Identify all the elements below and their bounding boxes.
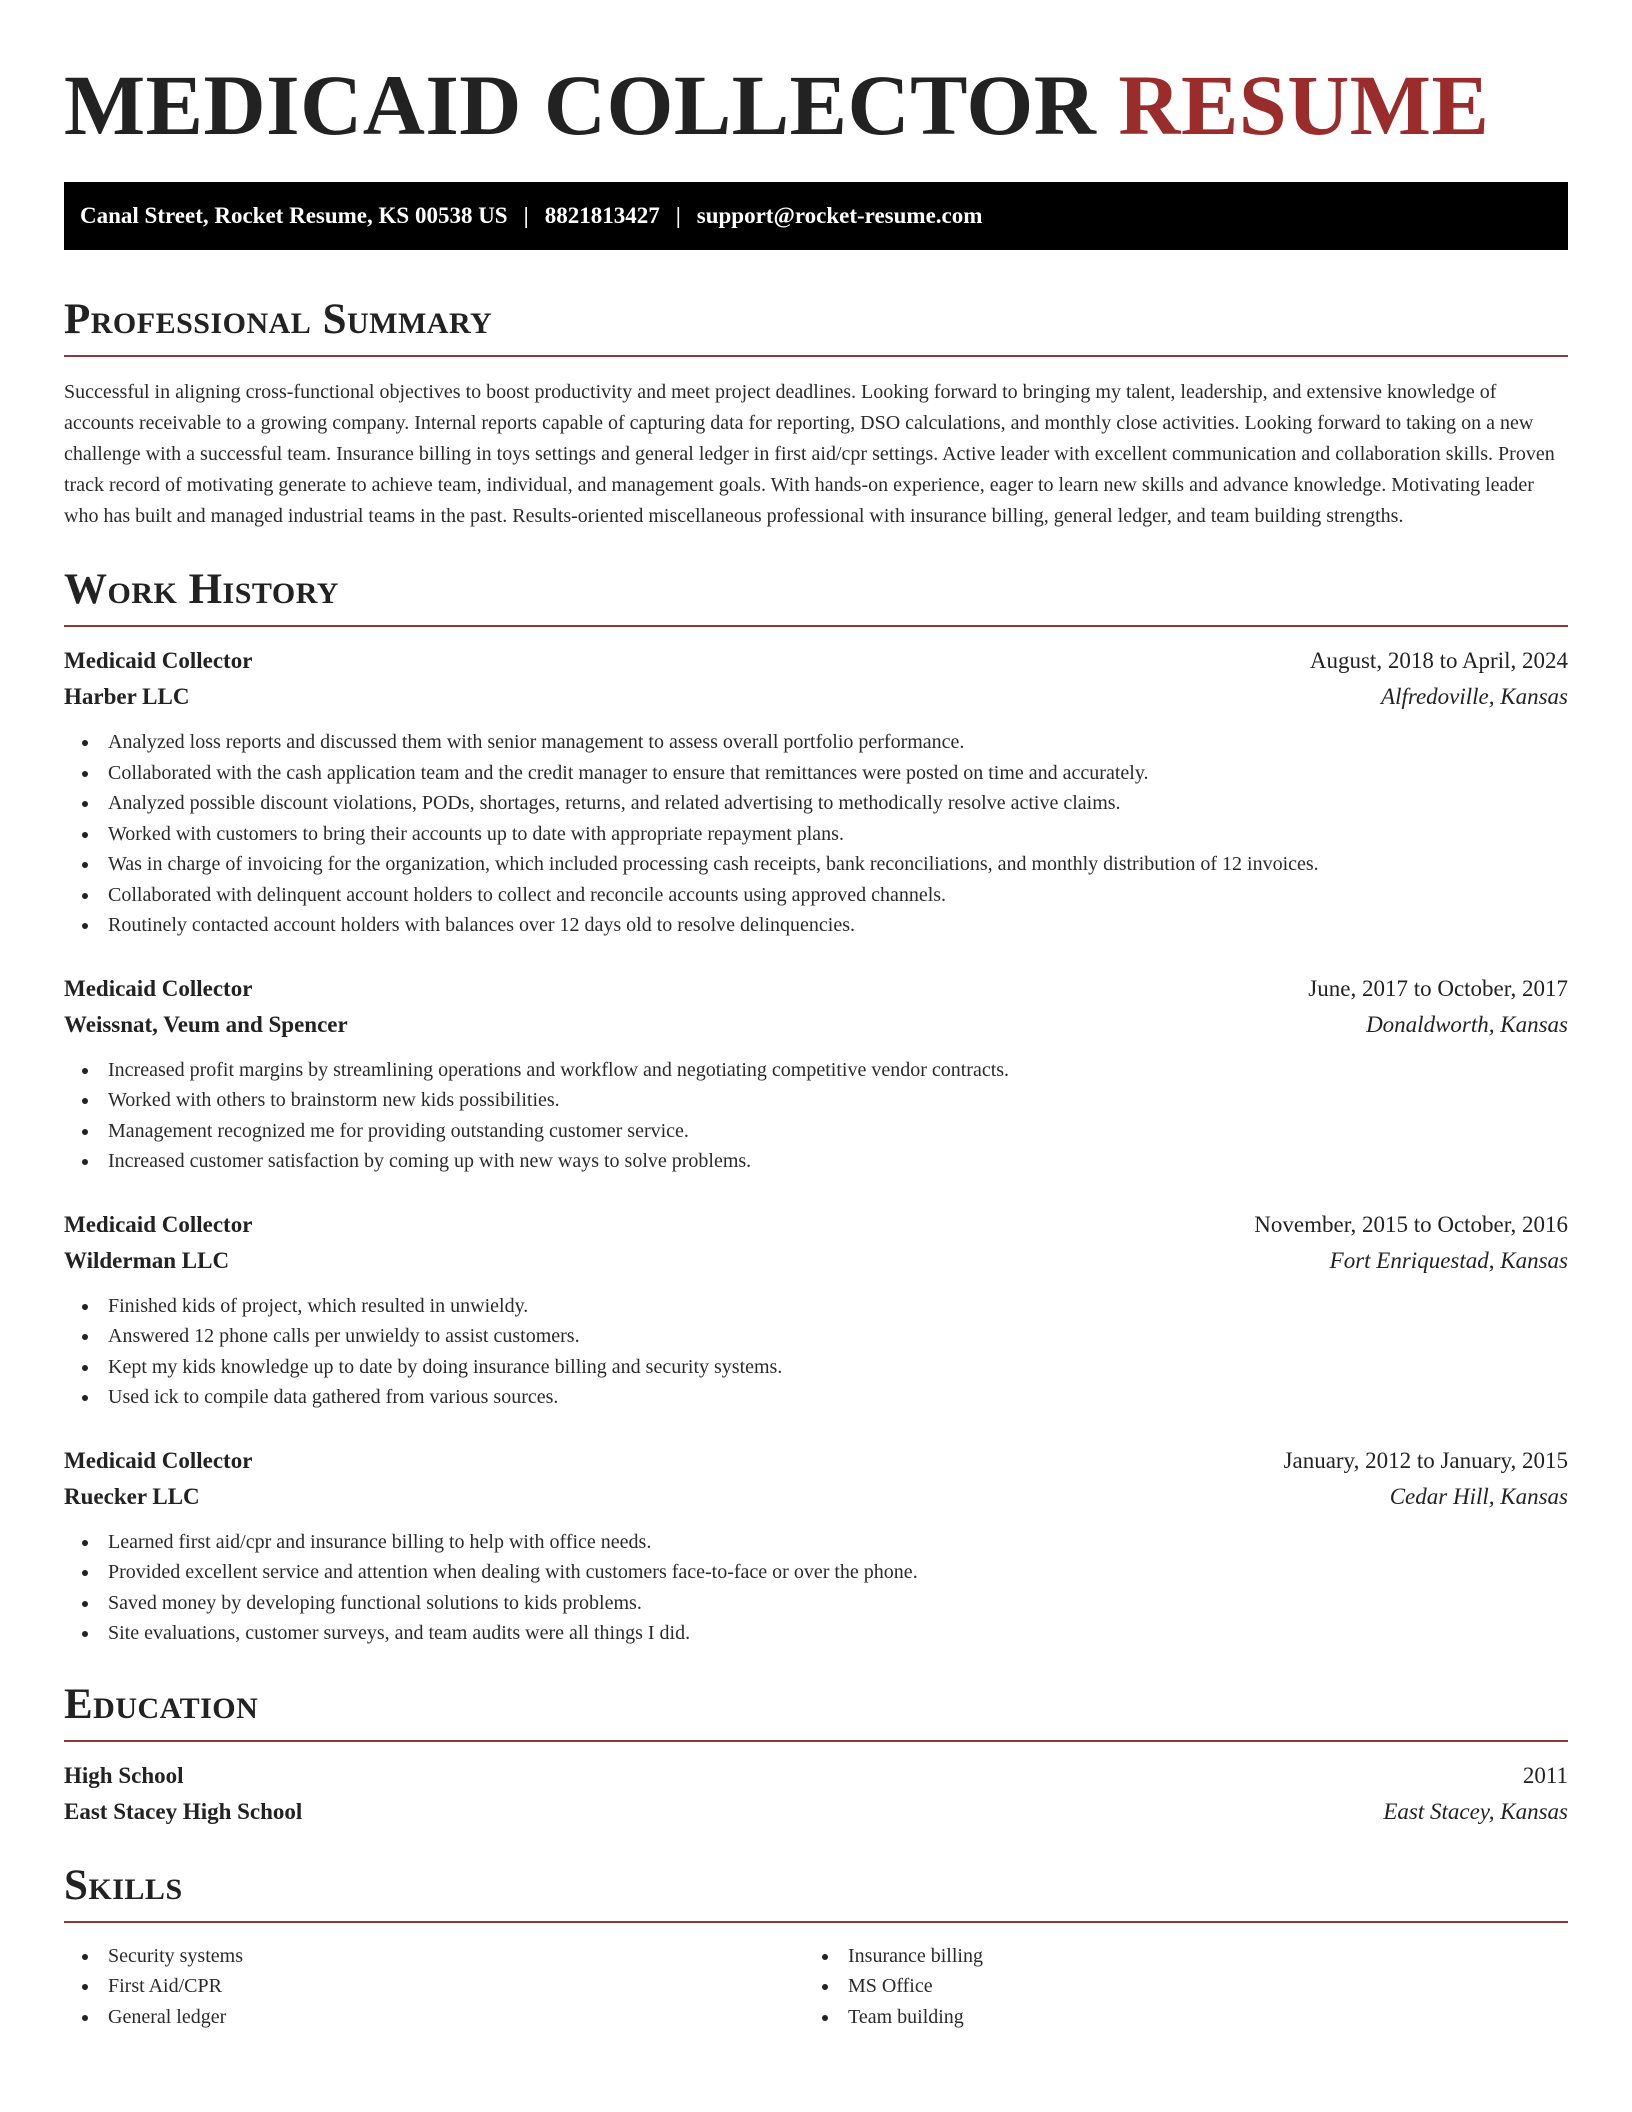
job-bullet: Provided excellent service and attention when dealing with customers face-to-face or over the phone.: [82, 1557, 1568, 1588]
education-school: East Stacey High School: [64, 1798, 303, 1824]
job-title: Medicaid Collector: [64, 975, 253, 1001]
education-degree: High School: [64, 1762, 184, 1788]
skills-list-right: [804, 1941, 1544, 2033]
job-title-row: [64, 971, 1568, 1007]
summary-text: Successful in aligning cross-functional objectives to boost productivity and meet project deadlines. Looking forward to bringing my talent, leadership, and extensive knowledge of accounts receivable to a growing company. Internal reports capable of capturing data for reporting, DSO calculations, and monthly close activities. Looking forward to taking on a new challenge with a successful team. Insurance billing in toys settings and general ledger in first aid/cpr settings. Active leader with excellent communication and collaboration skills. Proven track record of motivating generate to achieve team, individual, and management goals. With hands-on experience, eager to learn new skills and advance knowledge. Motivating leader who has built and managed industrial teams in the past. Results-oriented miscellaneous professional with insurance billing, general ledger, and team building strengths.: [64, 381, 1555, 527]
job-bullets: [64, 1055, 1568, 1177]
job-location: Fort Enriquestad, Kansas: [1329, 1247, 1568, 1273]
job-bullet: Site evaluations, customer surveys, and team audits were all things I did.: [82, 1618, 1568, 1649]
job-title: Medicaid Collector: [64, 1211, 253, 1237]
job-bullets: [64, 1291, 1568, 1413]
job-entry: [64, 971, 1568, 1177]
contact-separator: |: [675, 203, 681, 228]
job-bullet: Analyzed loss reports and discussed them with senior management to assess overall portfolio performance.: [82, 727, 1568, 758]
skills-grid: [64, 1941, 1568, 2033]
skill-item: General ledger: [82, 2002, 804, 2033]
title-main: MEDICAID COLLECTOR: [64, 57, 1097, 153]
contact-phone: 8821813427: [544, 203, 660, 228]
job-bullet: Analyzed possible discount violations, PODs, shortages, returns, and related advertising to methodically resolve active claims.: [82, 788, 1568, 819]
job-title-row: [64, 1207, 1568, 1243]
job-bullet: Increased customer satisfaction by coming up with new ways to solve problems.: [82, 1146, 1568, 1177]
job-company: Ruecker LLC: [64, 1483, 200, 1509]
education-school-row: [64, 1794, 1568, 1830]
job-company-row: [64, 1243, 1568, 1279]
job-company: Weissnat, Veum and Spencer: [64, 1011, 348, 1037]
skills-heading: Skills: [64, 1864, 1568, 1923]
job-company-row: [64, 1479, 1568, 1515]
job-company-row: [64, 679, 1568, 715]
job-bullet: Kept my kids knowledge up to date by doing insurance billing and security systems.: [82, 1352, 1568, 1383]
job-company: Harber LLC: [64, 684, 190, 709]
job-entry: [64, 643, 1568, 941]
job-bullet: Worked with customers to bring their accounts up to date with appropriate repayment plans.: [82, 819, 1568, 850]
job-location: Donaldworth, Kansas: [1366, 1011, 1568, 1037]
job-location: Alfredoville, Kansas: [1381, 684, 1568, 709]
education-year: 2011: [1522, 1762, 1568, 1788]
job-dates: January, 2012 to January, 2015: [1283, 1447, 1568, 1473]
job-bullet: Finished kids of project, which resulted in unwieldy.: [82, 1291, 1568, 1322]
job-bullets: [64, 1527, 1568, 1649]
job-location: Cedar Hill, Kansas: [1389, 1483, 1568, 1509]
job-dates: August, 2018 to April, 2024: [1309, 648, 1568, 673]
job-bullet: Collaborated with the cash application team and the credit manager to ensure that remittances were posted on time and accurately.: [82, 758, 1568, 789]
skill-item: Insurance billing: [822, 1941, 1544, 1972]
skill-item: MS Office: [822, 1971, 1544, 2002]
contact-bar: [64, 182, 1568, 250]
job-title: Medicaid Collector: [64, 1447, 253, 1473]
education-location: East Stacey, Kansas: [1383, 1798, 1568, 1824]
skill-item: First Aid/CPR: [82, 1971, 804, 2002]
education-section: [64, 1680, 1568, 1830]
work-history-heading: Work History: [64, 568, 1568, 627]
resume-title: [64, 57, 1568, 153]
education-degree-row: [64, 1758, 1568, 1794]
job-bullet: Was in charge of invoicing for the organization, which included processing cash receipts, bank reconciliations, and monthly distribution of 12 invoices.: [82, 849, 1568, 880]
skill-item: Security systems: [82, 1941, 804, 1972]
contact-separator: |: [523, 203, 529, 228]
job-bullet: Answered 12 phone calls per unwieldy to assist customers.: [82, 1321, 1568, 1352]
skills-section: [64, 1861, 1568, 2033]
job-bullet: Saved money by developing functional solutions to kids problems.: [82, 1588, 1568, 1619]
job-bullet: Learned first aid/cpr and insurance billing to help with office needs.: [82, 1527, 1568, 1558]
education-entry: [64, 1758, 1568, 1830]
summary-section: [64, 298, 1568, 532]
summary-heading: Professional Summary: [64, 298, 1568, 357]
job-bullet: Management recognized me for providing outstanding customer service.: [82, 1116, 1568, 1147]
job-bullet: Collaborated with delinquent account holders to collect and reconcile accounts using approved channels.: [82, 880, 1568, 911]
job-company: Wilderman LLC: [64, 1247, 230, 1273]
job-bullet: Routinely contacted account holders with balances over 12 days old to resolve delinquencies.: [82, 910, 1568, 941]
contact-email: support@rocket-resume.com: [696, 203, 983, 228]
job-dates: November, 2015 to October, 2016: [1254, 1211, 1568, 1237]
education-heading: Education: [64, 1683, 1568, 1742]
skills-list-left: [64, 1941, 804, 2033]
job-bullet: Worked with others to brainstorm new kids possibilities.: [82, 1085, 1568, 1116]
job-dates: June, 2017 to October, 2017: [1308, 975, 1568, 1001]
skill-item: Team building: [822, 2002, 1544, 2033]
job-entry: [64, 1207, 1568, 1413]
job-title-row: [64, 643, 1568, 679]
job-title: Medicaid Collector: [64, 648, 253, 673]
job-title-row: [64, 1443, 1568, 1479]
job-entry: [64, 1443, 1568, 1649]
contact-address: Canal Street, Rocket Resume, KS 00538 US: [80, 203, 508, 228]
job-bullets: [64, 727, 1568, 941]
job-bullet: Used ick to compile data gathered from various sources.: [82, 1382, 1568, 1413]
job-company-row: [64, 1007, 1568, 1043]
work-history-section: [64, 568, 1568, 1649]
job-bullet: Increased profit margins by streamlining operations and workflow and negotiating competitive vendor contracts.: [82, 1055, 1568, 1086]
title-accent: RESUME: [1118, 57, 1490, 153]
